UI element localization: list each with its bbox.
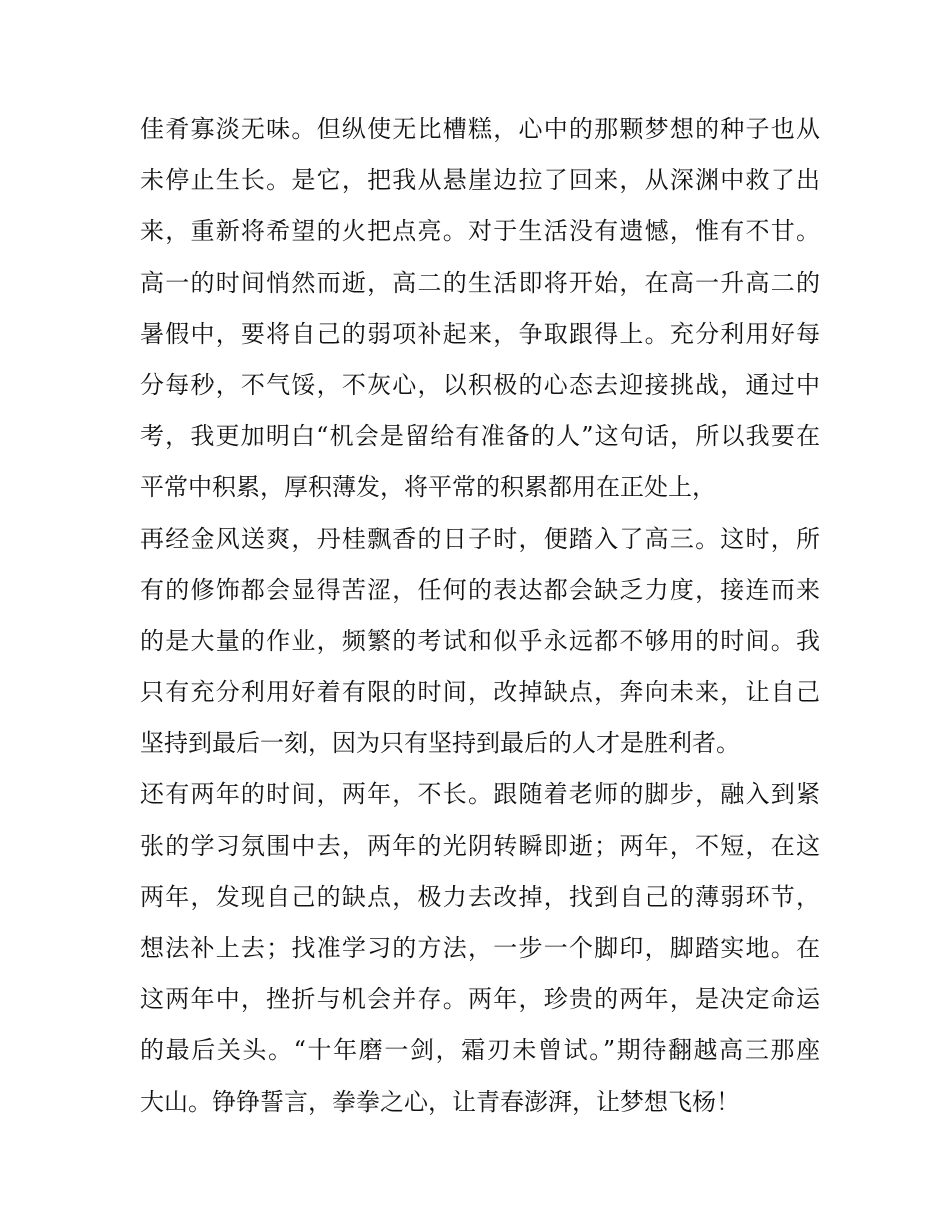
text-line: 暑假中，要将自己的弱项补起来，争取跟得上。充分利用好每 <box>140 319 820 348</box>
text-line: 平常中积累，厚积薄发，将平常的积累都用在正处上， <box>140 473 716 502</box>
text-line: 的最后关头。“十年磨一剑，霜刃未曾试。”期待翻越高三那座 <box>140 1036 820 1065</box>
text-line: 分每秒，不气馁，不灰心，以积极的心态去迎接挑战，通过中 <box>140 370 820 399</box>
text-line: 高一的时间悄然而逝，高二的生活即将开始，在高一升高二的 <box>140 268 820 297</box>
text-line: 再经金风送爽，丹桂飘香的日子时，便踏入了高三。这时，所 <box>140 524 820 553</box>
text-line: 想法补上去；找准学习的方法，一步一个脚印，脚踏实地。在 <box>140 934 820 962</box>
text-line: 来，重新将希望的火把点亮。对于生活没有遗憾，惟有不甘。 <box>140 217 820 246</box>
text-line: 张的学习氛围中去，两年的光阴转瞬即逝；两年，不短，在这 <box>140 831 820 860</box>
text-line: 这两年中，挫折与机会并存。两年，珍贵的两年，是决定命运 <box>140 985 820 1014</box>
text-line: 考，我更加明白“机会是留给有准备的人”这句话，所以我要在 <box>140 422 820 451</box>
text-line: 佳肴寡淡无味。但纵使无比槽糕，心中的那颗梦想的种子也从 <box>140 115 820 143</box>
text-line: 坚持到最后一刻，因为只有坚持到最后的人才是胜利者。 <box>140 729 740 758</box>
text-line: 有的修饰都会显得苦涩，任何的表达都会缺乏力度，接连而来 <box>140 575 820 604</box>
text-line: 未停止生长。是它，把我从悬崖边拉了回来，从深渊中救了出 <box>140 166 820 195</box>
text-line: 只有充分利用好着有限的时间，改掉缺点，奔向未来，让自己 <box>140 678 820 707</box>
text-line: 大山。铮铮誓言，拳拳之心，让青春澎湃，让梦想飞杨！ <box>140 1087 740 1116</box>
text-line: 还有两年的时间，两年，不长。跟随着老师的脚步，融入到紧 <box>140 780 820 809</box>
body-text <box>140 104 820 1128</box>
text-line: 的是大量的作业，频繁的考试和似乎永远都不够用的时间。我 <box>140 626 820 655</box>
text-line: 两年，发现自己的缺点，极力去改掉，找到自己的薄弱环节， <box>140 882 820 911</box>
